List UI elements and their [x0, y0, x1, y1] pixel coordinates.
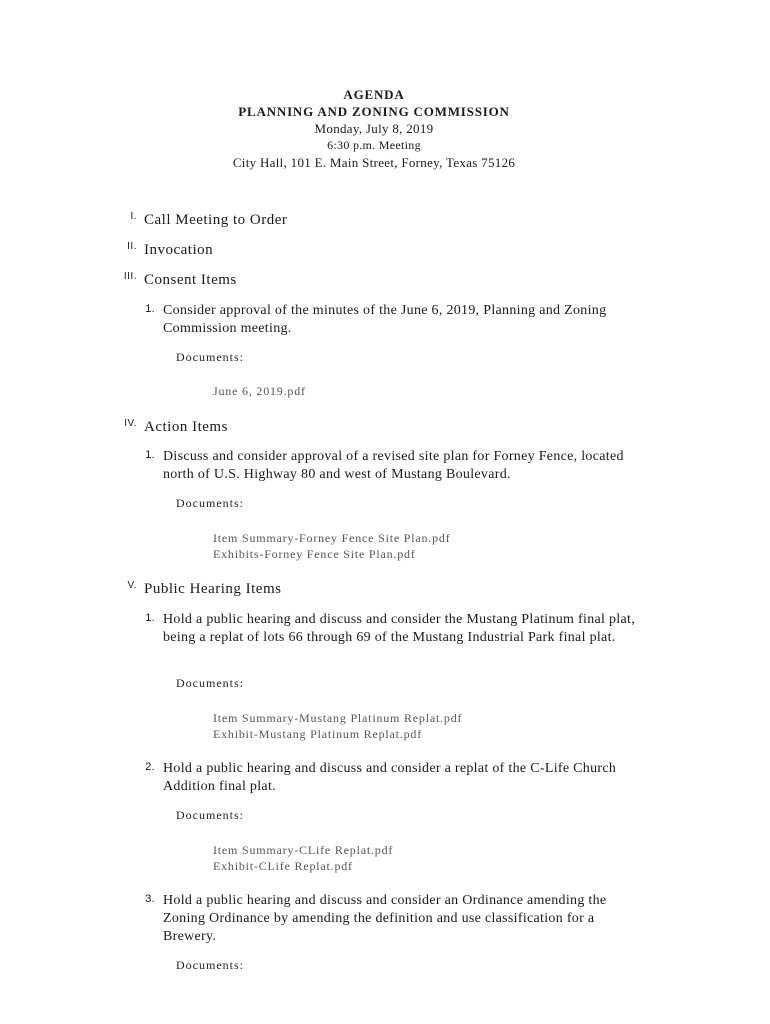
section-number: IV.	[124, 418, 137, 429]
section-title: Consent Items	[144, 272, 237, 288]
documents-label: Documents:	[176, 350, 244, 364]
document-link[interactable]: June 6, 2019.pdf	[213, 384, 306, 398]
item-text: Hold a public hearing and discuss and consider a replat of the C-Life Church Addition final plat.	[163, 761, 617, 794]
item-number: 1.	[145, 303, 155, 315]
section-title: Invocation	[144, 242, 214, 258]
item-number: 3.	[145, 893, 155, 905]
meeting-date: Monday, July 8, 2019	[314, 121, 434, 136]
document-link[interactable]: Item Summary-Mustang Platinum Replat.pdf	[213, 711, 463, 725]
agenda-title: AGENDA	[343, 87, 405, 102]
section-title: Action Items	[144, 419, 228, 435]
item-text: Consider approval of the minutes of the June 6, 2019, Planning and Zoning Commission meeting.	[163, 303, 607, 336]
section-title: Public Hearing Items	[144, 581, 282, 597]
documents-label: Documents:	[176, 958, 244, 972]
commission-name: PLANNING AND ZONING COMMISSION	[238, 104, 510, 119]
item-text: Hold a public hearing and discuss and consider the Mustang Platinum final plat, being a replat of lots 66 through 69 of the Mustang Industrial Park final plat.	[163, 612, 635, 645]
document-link[interactable]: Exhibit-Mustang Platinum Replat.pdf	[213, 727, 422, 741]
documents-label: Documents:	[176, 496, 244, 510]
item-number: 2.	[145, 761, 155, 773]
item-text: Hold a public hearing and discuss and consider an Ordinance amending the Zoning Ordinance by amending the definition and use classification for a Brewery.	[163, 893, 607, 944]
document-link[interactable]: Exhibit-CLife Replat.pdf	[213, 859, 353, 873]
section-number: II.	[127, 241, 137, 252]
document-link[interactable]: Item Summary-Forney Fence Site Plan.pdf	[213, 531, 451, 545]
meeting-time: 6:30 p.m. Meeting	[327, 138, 421, 152]
item-number: 1.	[145, 449, 155, 461]
item-text: Discuss and consider approval of a revised site plan for Forney Fence, located north of U.S. Highway 80 and west of Mustang Boulevard.	[163, 449, 624, 482]
section-number: III.	[123, 271, 137, 282]
agenda-header	[0, 86, 748, 171]
documents-label: Documents:	[176, 676, 244, 690]
section-number: I.	[130, 211, 137, 222]
meeting-location: City Hall, 101 E. Main Street, Forney, Texas 75126	[232, 155, 516, 170]
document-link[interactable]: Exhibits-Forney Fence Site Plan.pdf	[213, 547, 416, 561]
section-title: Call Meeting to Order	[144, 212, 288, 228]
documents-label: Documents:	[176, 808, 244, 822]
item-number: 1.	[145, 612, 155, 624]
document-link[interactable]: Item Summary-CLife Replat.pdf	[213, 843, 394, 857]
section-number: V.	[127, 580, 137, 591]
